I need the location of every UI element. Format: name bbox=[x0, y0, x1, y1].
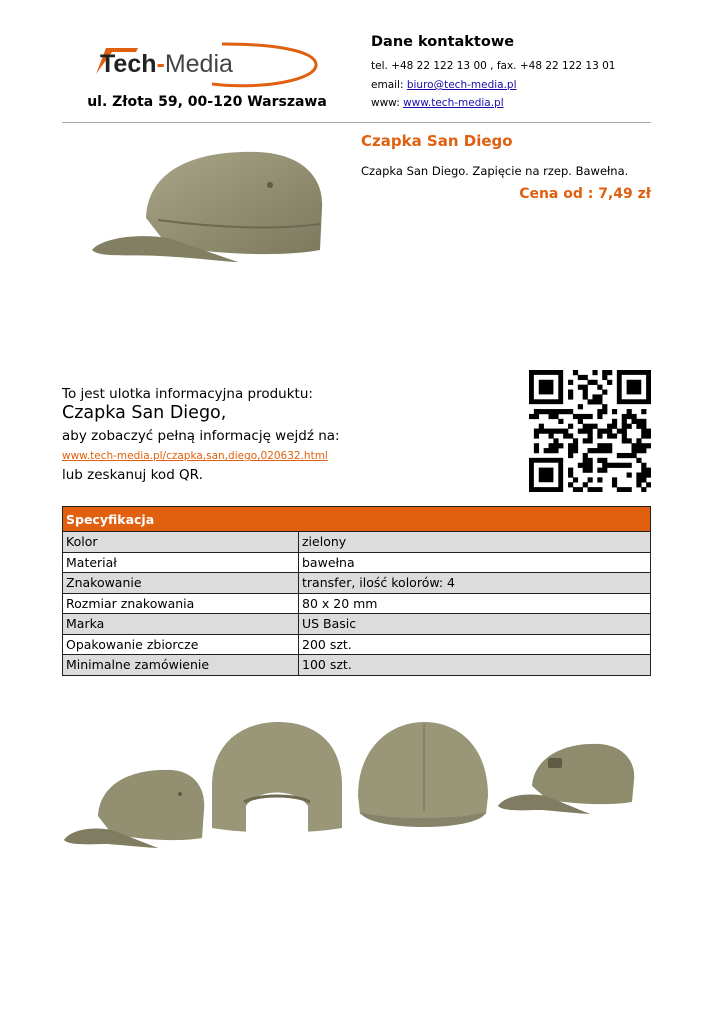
email-link[interactable]: biuro@tech-media.pl bbox=[406, 79, 517, 91]
spec-key: Materiał bbox=[63, 552, 299, 573]
email-line bbox=[371, 79, 517, 91]
gallery-thumb-logo[interactable] bbox=[496, 736, 638, 816]
specification-table bbox=[62, 506, 651, 676]
www-line bbox=[371, 97, 504, 109]
product-page-link[interactable]: www.tech-media.pl/czapka,san,diego,020632.html bbox=[62, 450, 328, 462]
svg-text:Tech-Media: Tech-Media bbox=[100, 50, 233, 78]
spec-value: 200 szt. bbox=[299, 634, 651, 655]
spec-value: zielony bbox=[299, 532, 651, 553]
spec-value: transfer, ilość kolorów: 4 bbox=[299, 573, 651, 594]
company-address: ul. Złota 59, 00-120 Warszawa bbox=[87, 94, 327, 110]
phone-fax-line: tel. +48 22 122 13 00 , fax. +48 22 122 13 01 bbox=[371, 60, 616, 72]
product-description: Czapka San Diego. Zapięcie na rzep. Bawełna. bbox=[361, 164, 629, 178]
flyer-cta-text: aby zobaczyć pełną informację wejdź na: bbox=[62, 428, 340, 444]
spec-row bbox=[63, 634, 651, 655]
spec-key: Kolor bbox=[63, 532, 299, 553]
spec-row bbox=[63, 593, 651, 614]
flyer-product-name: Czapka San Diego, bbox=[62, 403, 227, 423]
qr-code[interactable] bbox=[529, 370, 651, 492]
spec-key: Znakowanie bbox=[63, 573, 299, 594]
header-divider bbox=[62, 122, 651, 123]
spec-value: US Basic bbox=[299, 614, 651, 635]
spec-value: 100 szt. bbox=[299, 655, 651, 676]
contact-heading: Dane kontaktowe bbox=[371, 34, 515, 50]
spec-key: Rozmiar znakowania bbox=[63, 593, 299, 614]
spec-key: Opakowanie zbiorcze bbox=[63, 634, 299, 655]
www-link[interactable]: www.tech-media.pl bbox=[403, 97, 504, 109]
flyer-qr-text: lub zeskanuj kod QR. bbox=[62, 467, 203, 483]
spec-row bbox=[63, 552, 651, 573]
spec-row bbox=[63, 532, 651, 553]
spec-value: 80 x 20 mm bbox=[299, 593, 651, 614]
gallery-thumb-back[interactable] bbox=[208, 716, 346, 840]
spec-row bbox=[63, 655, 651, 676]
specification-header-row bbox=[63, 507, 651, 532]
flyer-intro-text: To jest ulotka informacyjna produktu: bbox=[62, 386, 313, 402]
product-title: Czapka San Diego bbox=[361, 132, 513, 150]
specification-header: Specyfikacja bbox=[63, 507, 651, 532]
product-price: Cena od : 7,49 zł bbox=[519, 186, 651, 202]
gallery-thumb-side[interactable] bbox=[62, 760, 208, 852]
spec-value: bawełna bbox=[299, 552, 651, 573]
spec-key: Marka bbox=[63, 614, 299, 635]
spec-row bbox=[63, 573, 651, 594]
www-label: www: bbox=[371, 97, 404, 109]
spec-key: Minimalne zamówienie bbox=[63, 655, 299, 676]
product-main-image bbox=[88, 138, 326, 278]
spec-row bbox=[63, 614, 651, 635]
gallery-thumb-front[interactable] bbox=[354, 716, 492, 840]
company-logo bbox=[92, 40, 318, 88]
email-label: email: bbox=[371, 79, 407, 91]
